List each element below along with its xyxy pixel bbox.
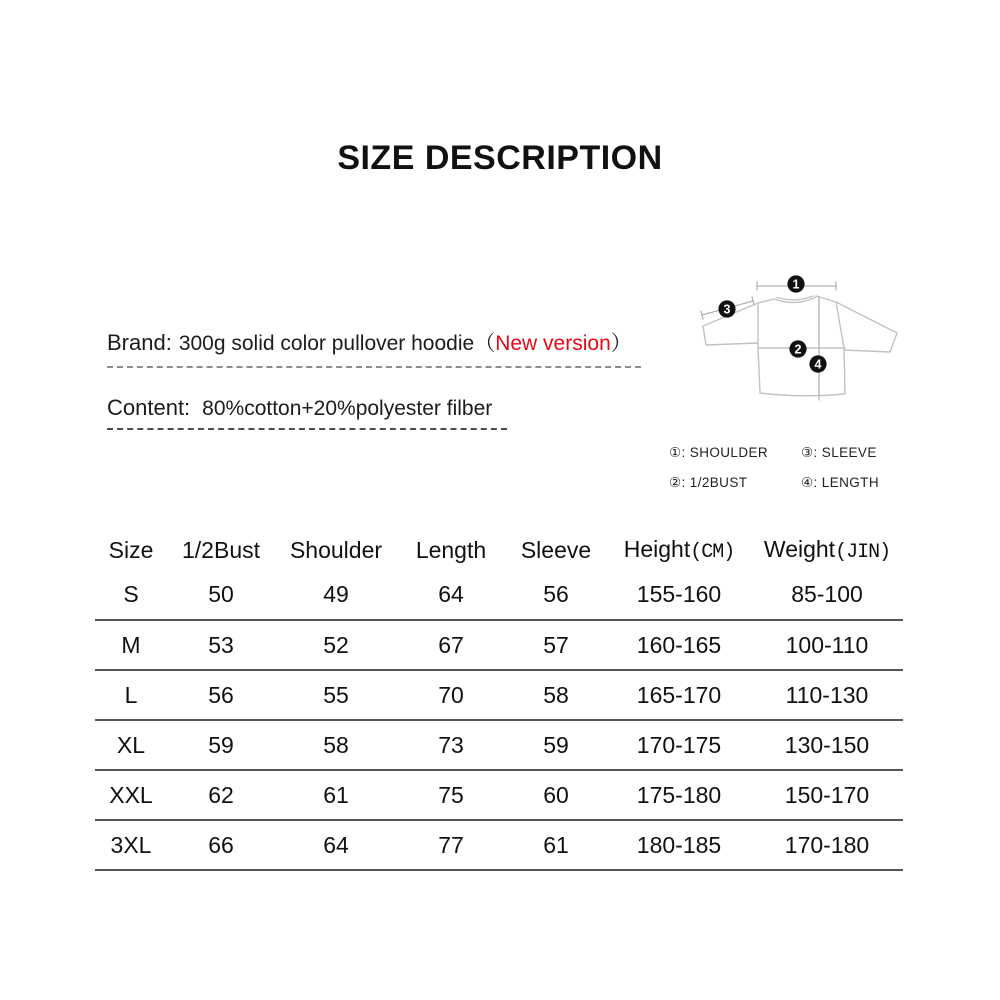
column-header-label: Size [108,536,154,563]
column-header-label: 1/2Bust [182,536,260,563]
table-cell: 59 [167,720,275,770]
size-cell: XXL [95,770,167,820]
column-header [275,534,397,570]
table-row [95,670,903,720]
size-cell: XL [95,720,167,770]
content-line [107,395,507,430]
table-cell: 170-180 [751,820,903,870]
size-cell: S [95,570,167,620]
brand-paren-close: ） [610,332,632,355]
table-cell: 52 [275,620,397,670]
legend-bust: ②: 1/2BUST [669,475,748,490]
measurement-badges [718,275,826,372]
badge-2-number: 2 [794,342,802,357]
table-cell: 64 [275,820,397,870]
table-cell: 56 [167,670,275,720]
size-cell: M [95,620,167,670]
legend-length: ④: LENGTH [801,475,879,490]
column-header [95,534,167,570]
column-header-label: Sleeve [520,536,592,563]
table-cell: 61 [505,820,607,870]
brand-highlight: New version [495,332,611,355]
table-cell: 64 [397,570,505,620]
table-cell: 165-170 [607,670,751,720]
column-header [397,534,505,570]
size-table-header-row [95,534,903,570]
brand-paren-open: （ [474,332,496,355]
size-cell: 3XL [95,820,167,870]
column-header-unit: (JIN) [835,541,891,564]
table-cell: 77 [397,820,505,870]
column-header-label: Height [623,536,691,562]
legend-shoulder: ①: SHOULDER [669,445,769,460]
brand-label: Brand: [107,330,172,355]
table-cell: 60 [505,770,607,820]
column-header [751,534,903,570]
table-cell: 130-150 [751,720,903,770]
table-cell: 56 [505,570,607,620]
table-cell: 55 [275,670,397,720]
size-table-body [95,570,903,870]
badge-3-number: 3 [723,302,731,317]
table-cell: 70 [397,670,505,720]
column-header-label: Length [415,536,487,563]
table-row [95,720,903,770]
table-cell: 50 [167,570,275,620]
table-cell: 49 [275,570,397,620]
badge-4-number: 4 [814,357,822,372]
hoodie-measurement-diagram [690,270,910,415]
table-cell: 170-175 [607,720,751,770]
column-header-label: Shoulder [289,536,383,563]
table-cell: 110-130 [751,670,903,720]
table-cell: 58 [505,670,607,720]
size-cell: L [95,670,167,720]
column-header [505,534,607,570]
page-title: SIZE DESCRIPTION [337,139,663,177]
table-cell: 100-110 [751,620,903,670]
table-cell: 73 [397,720,505,770]
table-cell: 75 [397,770,505,820]
table-cell: 175-180 [607,770,751,820]
table-cell: 57 [505,620,607,670]
size-table [95,534,903,871]
badge-1-number: 1 [792,277,800,292]
table-cell: 180-185 [607,820,751,870]
brand-text: 300g solid color pullover hoodie [178,332,475,355]
table-row [95,820,903,870]
table-cell: 53 [167,620,275,670]
content-text: 80%cotton+20%polyester filber [202,397,493,420]
column-header [607,534,751,570]
table-cell: 58 [275,720,397,770]
column-header [167,534,275,570]
content-label: Content: [107,395,191,420]
table-cell: 150-170 [751,770,903,820]
table-cell: 62 [167,770,275,820]
table-row [95,770,903,820]
column-header-label: Weight [763,536,836,562]
table-cell: 85-100 [751,570,903,620]
measurement-legend [669,442,879,493]
table-cell: 155-160 [607,570,751,620]
size-table-head [95,534,903,570]
table-row [95,620,903,670]
table-cell: 66 [167,820,275,870]
table-cell: 160-165 [607,620,751,670]
table-cell: 67 [397,620,505,670]
table-cell: 59 [505,720,607,770]
table-cell: 61 [275,770,397,820]
legend-sleeve: ③: SLEEVE [801,445,877,460]
column-header-unit: (CM) [690,541,735,564]
table-row [95,570,903,620]
brand-line [107,327,641,368]
